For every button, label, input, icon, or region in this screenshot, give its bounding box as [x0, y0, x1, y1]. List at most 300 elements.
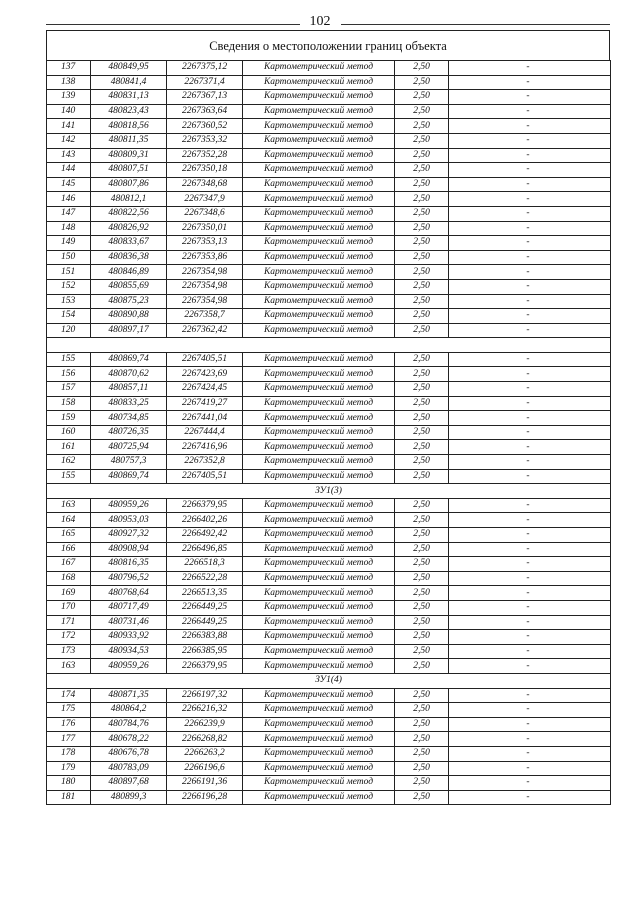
- accuracy-cell: 2,50: [395, 265, 449, 280]
- method-cell: Картометрический метод: [243, 659, 395, 674]
- description-cell: -: [449, 206, 611, 221]
- point-number-cell: 174: [47, 688, 91, 703]
- y-coordinate-cell: 2266239,9: [167, 717, 243, 732]
- description-cell: -: [449, 352, 611, 367]
- accuracy-cell: 2,50: [395, 600, 449, 615]
- method-cell: Картометрический метод: [243, 75, 395, 90]
- x-coordinate-cell: 480855,69: [91, 279, 167, 294]
- x-coordinate-cell: 480871,35: [91, 688, 167, 703]
- description-cell: -: [449, 644, 611, 659]
- description-cell: -: [449, 557, 611, 572]
- y-coordinate-cell: 2267348,6: [167, 206, 243, 221]
- table-row: [47, 104, 611, 119]
- method-cell: Картометрический метод: [243, 177, 395, 192]
- accuracy-cell: 2,50: [395, 528, 449, 543]
- description-cell: -: [449, 192, 611, 207]
- y-coordinate-cell: 2266449,25: [167, 600, 243, 615]
- point-number-cell: 140: [47, 104, 91, 119]
- y-coordinate-cell: 2267354,98: [167, 279, 243, 294]
- x-coordinate-cell: 480811,35: [91, 133, 167, 148]
- accuracy-cell: 2,50: [395, 148, 449, 163]
- method-cell: Картометрический метод: [243, 644, 395, 659]
- x-coordinate-cell: 480875,23: [91, 294, 167, 309]
- accuracy-cell: 2,50: [395, 790, 449, 805]
- accuracy-cell: 2,50: [395, 382, 449, 397]
- method-cell: Картометрический метод: [243, 688, 395, 703]
- description-cell: -: [449, 396, 611, 411]
- x-coordinate-cell: 480833,25: [91, 396, 167, 411]
- table-row: [47, 528, 611, 543]
- y-coordinate-cell: 2267444,4: [167, 425, 243, 440]
- accuracy-cell: 2,50: [395, 294, 449, 309]
- point-number-cell: 138: [47, 75, 91, 90]
- description-cell: -: [449, 776, 611, 791]
- method-cell: Картометрический метод: [243, 746, 395, 761]
- y-coordinate-cell: 2267371,4: [167, 75, 243, 90]
- description-cell: -: [449, 177, 611, 192]
- accuracy-cell: 2,50: [395, 75, 449, 90]
- accuracy-cell: 2,50: [395, 61, 449, 76]
- point-number-cell: 164: [47, 513, 91, 528]
- point-number-cell: 142: [47, 133, 91, 148]
- y-coordinate-cell: 2267348,68: [167, 177, 243, 192]
- point-number-cell: 180: [47, 776, 91, 791]
- table-row: [47, 761, 611, 776]
- point-number-cell: 153: [47, 294, 91, 309]
- coordinates-table: [46, 60, 611, 805]
- method-cell: Картометрический метод: [243, 600, 395, 615]
- description-cell: -: [449, 571, 611, 586]
- method-cell: Картометрический метод: [243, 382, 395, 397]
- description-cell: -: [449, 163, 611, 178]
- x-coordinate-cell: 480676,78: [91, 746, 167, 761]
- accuracy-cell: 2,50: [395, 615, 449, 630]
- y-coordinate-cell: 2266513,35: [167, 586, 243, 601]
- x-coordinate-cell: 480927,32: [91, 528, 167, 543]
- point-number-cell: 173: [47, 644, 91, 659]
- x-coordinate-cell: 480857,11: [91, 382, 167, 397]
- accuracy-cell: 2,50: [395, 761, 449, 776]
- point-number-cell: 155: [47, 352, 91, 367]
- point-number-cell: 165: [47, 528, 91, 543]
- description-cell: -: [449, 513, 611, 528]
- method-cell: Картометрический метод: [243, 498, 395, 513]
- accuracy-cell: 2,50: [395, 644, 449, 659]
- point-number-cell: 158: [47, 396, 91, 411]
- description-cell: -: [449, 250, 611, 265]
- method-cell: Картометрический метод: [243, 542, 395, 557]
- y-coordinate-cell: 2267358,7: [167, 309, 243, 324]
- x-coordinate-cell: 480846,89: [91, 265, 167, 280]
- table-row: [47, 75, 611, 90]
- description-cell: -: [449, 90, 611, 105]
- point-number-cell: 167: [47, 557, 91, 572]
- method-cell: Картометрический метод: [243, 557, 395, 572]
- y-coordinate-cell: 2266518,3: [167, 557, 243, 572]
- y-coordinate-cell: 2267423,69: [167, 367, 243, 382]
- y-coordinate-cell: 2267367,13: [167, 90, 243, 105]
- description-cell: -: [449, 528, 611, 543]
- description-cell: -: [449, 279, 611, 294]
- point-number-cell: 160: [47, 425, 91, 440]
- x-coordinate-cell: 480864,2: [91, 703, 167, 718]
- accuracy-cell: 2,50: [395, 732, 449, 747]
- x-coordinate-cell: 480823,43: [91, 104, 167, 119]
- method-cell: Картометрический метод: [243, 586, 395, 601]
- x-coordinate-cell: 480784,76: [91, 717, 167, 732]
- boundary-table-sheet: [46, 30, 610, 805]
- table-row: [47, 250, 611, 265]
- point-number-cell: 141: [47, 119, 91, 134]
- point-number-cell: 147: [47, 206, 91, 221]
- x-coordinate-cell: 480807,86: [91, 177, 167, 192]
- x-coordinate-cell: 480869,74: [91, 469, 167, 484]
- table-row: [47, 265, 611, 280]
- accuracy-cell: 2,50: [395, 250, 449, 265]
- table-row: [47, 411, 611, 426]
- y-coordinate-cell: 2266196,28: [167, 790, 243, 805]
- point-number-cell: 146: [47, 192, 91, 207]
- blank-row: [47, 338, 611, 353]
- point-number-cell: 157: [47, 382, 91, 397]
- y-coordinate-cell: 2267347,9: [167, 192, 243, 207]
- accuracy-cell: 2,50: [395, 352, 449, 367]
- point-number-cell: 155: [47, 469, 91, 484]
- y-coordinate-cell: 2267354,98: [167, 265, 243, 280]
- accuracy-cell: 2,50: [395, 309, 449, 324]
- point-number-cell: 175: [47, 703, 91, 718]
- table-row: [47, 776, 611, 791]
- description-cell: -: [449, 455, 611, 470]
- point-number-cell: 170: [47, 600, 91, 615]
- method-cell: Картометрический метод: [243, 396, 395, 411]
- table-row: [47, 119, 611, 134]
- description-cell: -: [449, 761, 611, 776]
- section-label: ЗУ1(3): [47, 484, 611, 499]
- accuracy-cell: 2,50: [395, 703, 449, 718]
- y-coordinate-cell: 2266385,95: [167, 644, 243, 659]
- accuracy-cell: 2,50: [395, 163, 449, 178]
- table-row: [47, 221, 611, 236]
- y-coordinate-cell: 2266379,95: [167, 659, 243, 674]
- method-cell: Картометрический метод: [243, 513, 395, 528]
- y-coordinate-cell: 2267362,42: [167, 323, 243, 338]
- point-number-cell: 152: [47, 279, 91, 294]
- point-number-cell: 178: [47, 746, 91, 761]
- description-cell: -: [449, 440, 611, 455]
- accuracy-cell: 2,50: [395, 206, 449, 221]
- table-row: [47, 659, 611, 674]
- description-cell: -: [449, 323, 611, 338]
- table-row: [47, 323, 611, 338]
- x-coordinate-cell: 480933,92: [91, 630, 167, 645]
- accuracy-cell: 2,50: [395, 119, 449, 134]
- table-row: [47, 352, 611, 367]
- method-cell: Картометрический метод: [243, 61, 395, 76]
- y-coordinate-cell: 2266268,82: [167, 732, 243, 747]
- method-cell: Картометрический метод: [243, 425, 395, 440]
- x-coordinate-cell: 480897,17: [91, 323, 167, 338]
- description-cell: -: [449, 717, 611, 732]
- point-number-cell: 137: [47, 61, 91, 76]
- table-row: [47, 396, 611, 411]
- y-coordinate-cell: 2267350,01: [167, 221, 243, 236]
- x-coordinate-cell: 480890,88: [91, 309, 167, 324]
- accuracy-cell: 2,50: [395, 513, 449, 528]
- y-coordinate-cell: 2267405,51: [167, 469, 243, 484]
- method-cell: Картометрический метод: [243, 90, 395, 105]
- description-cell: -: [449, 236, 611, 251]
- x-coordinate-cell: 480812,1: [91, 192, 167, 207]
- description-cell: -: [449, 133, 611, 148]
- method-cell: Картометрический метод: [243, 703, 395, 718]
- description-cell: -: [449, 75, 611, 90]
- point-number-cell: 176: [47, 717, 91, 732]
- x-coordinate-cell: 480807,51: [91, 163, 167, 178]
- method-cell: Картометрический метод: [243, 250, 395, 265]
- section-row: [47, 673, 611, 688]
- method-cell: Картометрический метод: [243, 294, 395, 309]
- x-coordinate-cell: 480836,38: [91, 250, 167, 265]
- x-coordinate-cell: 480826,92: [91, 221, 167, 236]
- x-coordinate-cell: 480768,64: [91, 586, 167, 601]
- table-row: [47, 498, 611, 513]
- x-coordinate-cell: 480841,4: [91, 75, 167, 90]
- description-cell: -: [449, 732, 611, 747]
- y-coordinate-cell: 2267363,64: [167, 104, 243, 119]
- table-row: [47, 425, 611, 440]
- y-coordinate-cell: 2267352,28: [167, 148, 243, 163]
- x-coordinate-cell: 480731,46: [91, 615, 167, 630]
- accuracy-cell: 2,50: [395, 659, 449, 674]
- accuracy-cell: 2,50: [395, 396, 449, 411]
- description-cell: -: [449, 615, 611, 630]
- table-title: Сведения о местоположении границ объекта: [46, 30, 610, 60]
- table-row: [47, 790, 611, 805]
- method-cell: Картометрический метод: [243, 265, 395, 280]
- table-row: [47, 717, 611, 732]
- x-coordinate-cell: 480831,13: [91, 90, 167, 105]
- accuracy-cell: 2,50: [395, 455, 449, 470]
- method-cell: Картометрический метод: [243, 411, 395, 426]
- description-cell: -: [449, 61, 611, 76]
- description-cell: -: [449, 630, 611, 645]
- table-row: [47, 279, 611, 294]
- accuracy-cell: 2,50: [395, 557, 449, 572]
- method-cell: Картометрический метод: [243, 367, 395, 382]
- point-number-cell: 151: [47, 265, 91, 280]
- point-number-cell: 179: [47, 761, 91, 776]
- point-number-cell: 181: [47, 790, 91, 805]
- y-coordinate-cell: 2267419,27: [167, 396, 243, 411]
- x-coordinate-cell: 480783,09: [91, 761, 167, 776]
- section-row: [47, 484, 611, 499]
- point-number-cell: 148: [47, 221, 91, 236]
- x-coordinate-cell: 480678,22: [91, 732, 167, 747]
- table-row: [47, 309, 611, 324]
- description-cell: -: [449, 790, 611, 805]
- point-number-cell: 168: [47, 571, 91, 586]
- description-cell: -: [449, 746, 611, 761]
- accuracy-cell: 2,50: [395, 367, 449, 382]
- y-coordinate-cell: 2267350,18: [167, 163, 243, 178]
- table-row: [47, 542, 611, 557]
- point-number-cell: 161: [47, 440, 91, 455]
- point-number-cell: 143: [47, 148, 91, 163]
- accuracy-cell: 2,50: [395, 542, 449, 557]
- accuracy-cell: 2,50: [395, 90, 449, 105]
- y-coordinate-cell: 2266263,2: [167, 746, 243, 761]
- method-cell: Картометрический метод: [243, 279, 395, 294]
- accuracy-cell: 2,50: [395, 221, 449, 236]
- accuracy-cell: 2,50: [395, 717, 449, 732]
- point-number-cell: 159: [47, 411, 91, 426]
- table-row: [47, 571, 611, 586]
- table-row: [47, 440, 611, 455]
- y-coordinate-cell: 2267360,52: [167, 119, 243, 134]
- method-cell: Картометрический метод: [243, 352, 395, 367]
- y-coordinate-cell: 2267353,86: [167, 250, 243, 265]
- y-coordinate-cell: 2267405,51: [167, 352, 243, 367]
- method-cell: Картометрический метод: [243, 455, 395, 470]
- table-row: [47, 163, 611, 178]
- method-cell: Картометрический метод: [243, 776, 395, 791]
- description-cell: -: [449, 221, 611, 236]
- point-number-cell: 150: [47, 250, 91, 265]
- table-row: [47, 732, 611, 747]
- method-cell: Картометрический метод: [243, 630, 395, 645]
- table-row: [47, 513, 611, 528]
- table-row: [47, 294, 611, 309]
- description-cell: -: [449, 411, 611, 426]
- y-coordinate-cell: 2266197,32: [167, 688, 243, 703]
- table-row: [47, 615, 611, 630]
- table-row: [47, 557, 611, 572]
- method-cell: Картометрический метод: [243, 133, 395, 148]
- table-row: [47, 600, 611, 615]
- table-row: [47, 236, 611, 251]
- x-coordinate-cell: 480899,3: [91, 790, 167, 805]
- x-coordinate-cell: 480959,26: [91, 498, 167, 513]
- point-number-cell: 139: [47, 90, 91, 105]
- accuracy-cell: 2,50: [395, 104, 449, 119]
- description-cell: -: [449, 265, 611, 280]
- x-coordinate-cell: 480717,49: [91, 600, 167, 615]
- accuracy-cell: 2,50: [395, 236, 449, 251]
- accuracy-cell: 2,50: [395, 586, 449, 601]
- method-cell: Картометрический метод: [243, 236, 395, 251]
- method-cell: Картометрический метод: [243, 104, 395, 119]
- y-coordinate-cell: 2267424,45: [167, 382, 243, 397]
- table-row: [47, 367, 611, 382]
- point-number-cell: 120: [47, 323, 91, 338]
- table-row: [47, 455, 611, 470]
- point-number-cell: 171: [47, 615, 91, 630]
- y-coordinate-cell: 2266379,95: [167, 498, 243, 513]
- accuracy-cell: 2,50: [395, 440, 449, 455]
- table-row: [47, 382, 611, 397]
- coordinates-table-body: [47, 61, 611, 805]
- point-number-cell: 172: [47, 630, 91, 645]
- description-cell: -: [449, 703, 611, 718]
- description-cell: -: [449, 688, 611, 703]
- accuracy-cell: 2,50: [395, 776, 449, 791]
- method-cell: Картометрический метод: [243, 717, 395, 732]
- y-coordinate-cell: 2267353,32: [167, 133, 243, 148]
- description-cell: -: [449, 382, 611, 397]
- description-cell: -: [449, 148, 611, 163]
- x-coordinate-cell: 480809,31: [91, 148, 167, 163]
- accuracy-cell: 2,50: [395, 571, 449, 586]
- description-cell: -: [449, 119, 611, 134]
- accuracy-cell: 2,50: [395, 688, 449, 703]
- accuracy-cell: 2,50: [395, 498, 449, 513]
- method-cell: Картометрический метод: [243, 148, 395, 163]
- description-cell: -: [449, 586, 611, 601]
- method-cell: Картометрический метод: [243, 528, 395, 543]
- table-row: [47, 133, 611, 148]
- y-coordinate-cell: 2266191,36: [167, 776, 243, 791]
- point-number-cell: 156: [47, 367, 91, 382]
- point-number-cell: 154: [47, 309, 91, 324]
- accuracy-cell: 2,50: [395, 192, 449, 207]
- method-cell: Картометрический метод: [243, 163, 395, 178]
- accuracy-cell: 2,50: [395, 469, 449, 484]
- table-row: [47, 746, 611, 761]
- table-row: [47, 630, 611, 645]
- method-cell: Картометрический метод: [243, 761, 395, 776]
- x-coordinate-cell: 480953,03: [91, 513, 167, 528]
- description-cell: -: [449, 498, 611, 513]
- description-cell: -: [449, 542, 611, 557]
- x-coordinate-cell: 480849,95: [91, 61, 167, 76]
- table-row: [47, 469, 611, 484]
- x-coordinate-cell: 480818,56: [91, 119, 167, 134]
- description-cell: -: [449, 659, 611, 674]
- point-number-cell: 166: [47, 542, 91, 557]
- accuracy-cell: 2,50: [395, 411, 449, 426]
- table-row: [47, 688, 611, 703]
- point-number-cell: 145: [47, 177, 91, 192]
- accuracy-cell: 2,50: [395, 746, 449, 761]
- x-coordinate-cell: 480822,56: [91, 206, 167, 221]
- table-row: [47, 586, 611, 601]
- page-number-text: 102: [300, 14, 341, 29]
- y-coordinate-cell: 2266449,25: [167, 615, 243, 630]
- method-cell: Картометрический метод: [243, 206, 395, 221]
- method-cell: Картометрический метод: [243, 323, 395, 338]
- y-coordinate-cell: 2267353,13: [167, 236, 243, 251]
- method-cell: Картометрический метод: [243, 119, 395, 134]
- accuracy-cell: 2,50: [395, 279, 449, 294]
- y-coordinate-cell: 2267375,12: [167, 61, 243, 76]
- y-coordinate-cell: 2267441,04: [167, 411, 243, 426]
- table-row: [47, 206, 611, 221]
- method-cell: Картометрический метод: [243, 732, 395, 747]
- description-cell: -: [449, 309, 611, 324]
- method-cell: Картометрический метод: [243, 571, 395, 586]
- point-number-cell: 162: [47, 455, 91, 470]
- table-row: [47, 703, 611, 718]
- x-coordinate-cell: 480959,26: [91, 659, 167, 674]
- table-row: [47, 148, 611, 163]
- point-number-cell: 149: [47, 236, 91, 251]
- section-label: ЗУ1(4): [47, 673, 611, 688]
- method-cell: Картометрический метод: [243, 790, 395, 805]
- accuracy-cell: 2,50: [395, 133, 449, 148]
- method-cell: Картометрический метод: [243, 440, 395, 455]
- y-coordinate-cell: 2266492,42: [167, 528, 243, 543]
